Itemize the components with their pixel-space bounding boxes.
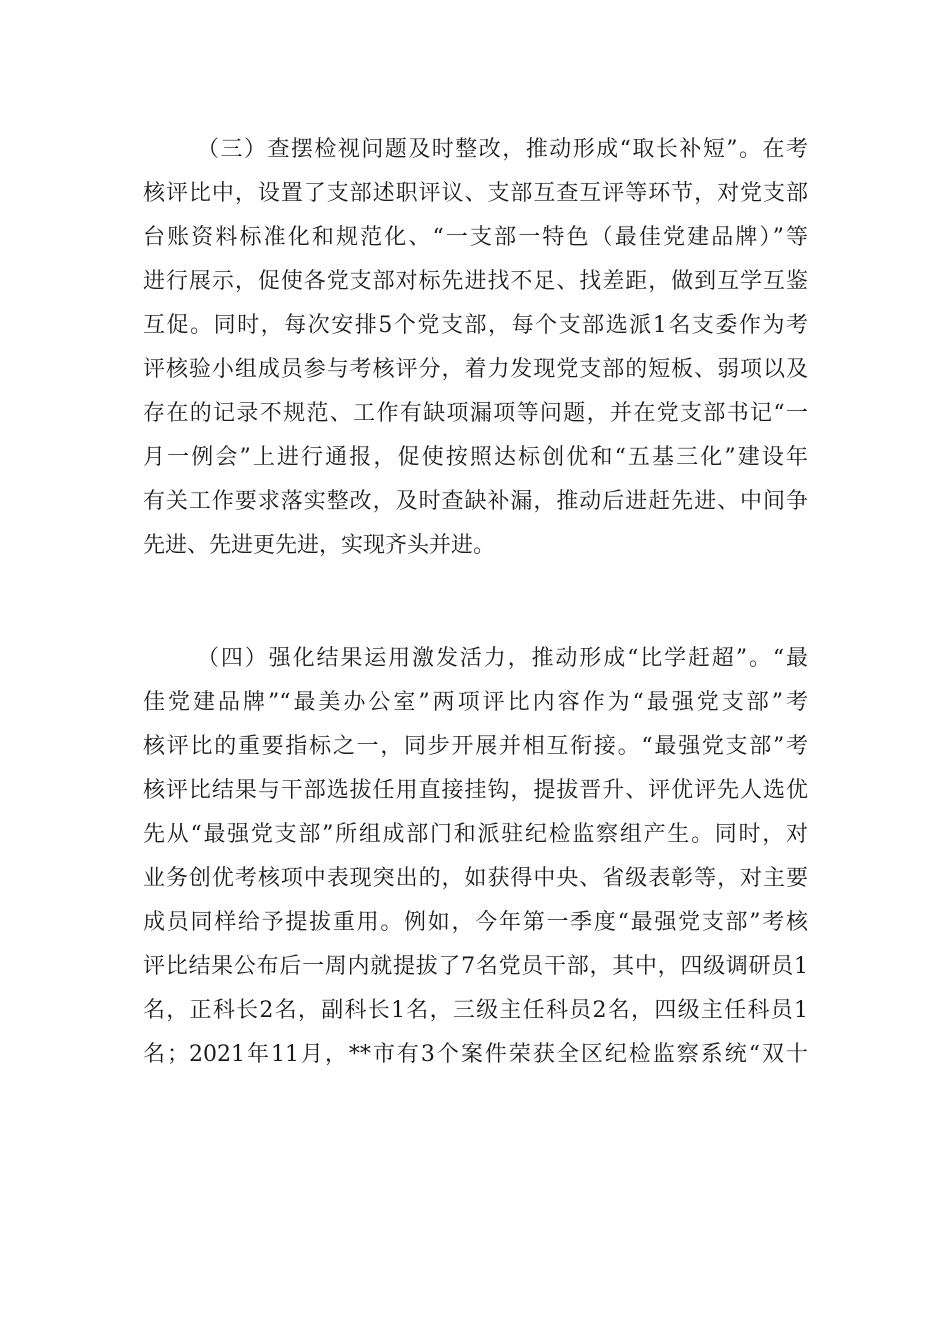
- paragraph-line: 名，正科长2名，副科长1名，三级主任科员2名，四级主任科员1: [143, 998, 808, 1023]
- paragraph-line: 互促。同时，每次安排5个党支部，每个支部选派1名支委作为考: [143, 313, 808, 338]
- paragraph-line: 先从“最强党支部”所组成部门和派驻纪检监察组产生。同时，对: [143, 822, 808, 847]
- paragraph-line: 成员同样给予提拔重用。例如，今年第一季度“最强党支部”考核: [143, 910, 808, 935]
- paragraph-3: [143, 128, 808, 568]
- paragraph-line: 存在的记录不规范、工作有缺项漏项等问题，并在党支部书记“一: [143, 401, 808, 426]
- paragraph-line: 名；2021年11月，**市有3个案件荣获全区纪检监察系统“双十: [143, 1042, 808, 1067]
- paragraph-line: （四）强化结果运用激发活力，推动形成“比学赶超”。“最: [197, 646, 808, 671]
- paragraph-line: 业务创优考核项中表现突出的，如获得中央、省级表彰等，对主要: [143, 866, 808, 891]
- paragraph-line: 评比结果公布后一周内就提拔了7名党员干部，其中，四级调研员1: [143, 954, 808, 979]
- paragraph-line: 月一例会”上进行通报，促使按照达标创优和“五基三化”建设年: [143, 445, 808, 470]
- paragraph-line: （三）查摆检视问题及时整改，推动形成“取长补短”。在考: [197, 137, 808, 162]
- paragraph-line: 佳党建品牌”“最美办公室”两项评比内容作为“最强党支部”考: [143, 690, 808, 715]
- paragraph-line: 进行展示，促使各党支部对标先进找不足、找差距，做到互学互鉴: [143, 269, 808, 294]
- paragraph-line: 核评比中，设置了支部述职评议、支部互查互评等环节，对党支部: [143, 181, 808, 206]
- paragraph-line: 先进、先进更先进，实现齐头并进。: [143, 533, 496, 558]
- paragraph-line: 核评比结果与干部选拔任用直接挂钩，提拔晋升、评优评先人选优: [143, 778, 808, 803]
- paragraph-line: 核评比的重要指标之一，同步开展并相互衔接。“最强党支部”考: [143, 734, 808, 759]
- paragraph-4: [143, 637, 808, 1077]
- paragraph-line: 台账资料标准化和规范化、“一支部一特色（最佳党建品牌）”等: [143, 225, 808, 250]
- paragraph-line: 有关工作要求落实整改，及时查缺补漏，推动后进赶先进、中间争: [143, 489, 808, 514]
- paragraph-line: 评核验小组成员参与考核评分，着力发现党支部的短板、弱项以及: [143, 357, 808, 382]
